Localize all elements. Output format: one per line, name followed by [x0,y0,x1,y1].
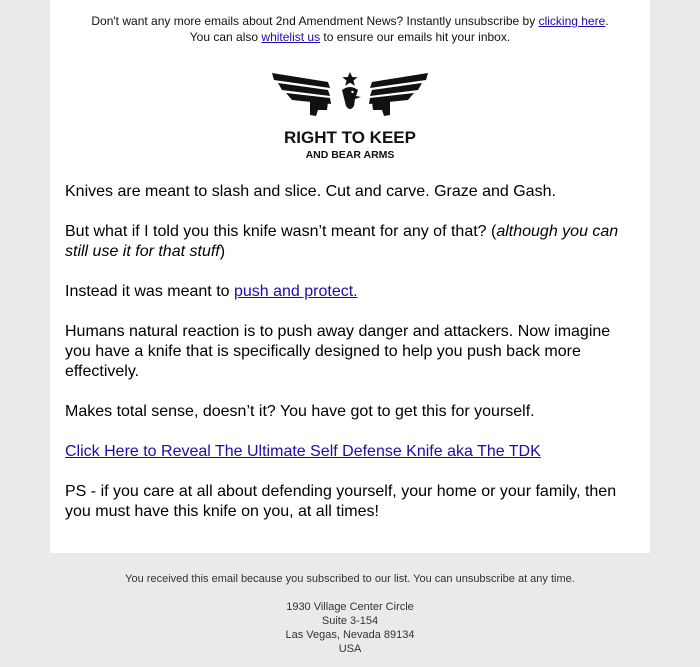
preheader-line-1: Don't want any more emails about 2nd Amendment News? Instantly unsubscribe by clicking here. [91,14,609,28]
push-and-protect-link[interactable]: push and protect. [233,283,358,300]
footer [0,572,700,656]
address-line-2: Suite 3-154 [321,615,379,627]
preheader-line-2: You can also whitelist us to ensure our emails hit your inbox. [189,30,511,44]
address-line-4: USA [338,643,362,655]
cta-link[interactable]: Click Here to Reveal The Ultimate Self Defense Knife aka The TDK [65,443,541,460]
footer-address [0,600,700,656]
paragraph-5: Makes total sense, doesn’t it? You have got to get this for yourself. [65,403,535,420]
brand-logo [270,66,430,162]
paragraph-4: Humans natural reaction is to push away danger and attackers. Now imagine you have a knife that is specifically designed to help you push back more effectively. [65,323,611,380]
address-line-3: Las Vegas, Nevada 89134 [285,629,415,641]
footer-notice: You received this email because you subscribed to our list. You can unsubscribe at any time. [125,573,575,585]
paragraph-2: But what if I told you this knife wasn’t meant for any of that? (although you can still use it for that stuff) [65,223,619,260]
whitelist-link[interactable]: whitelist us [261,30,321,44]
logo-line-2: AND BEAR ARMS [305,149,395,161]
address-line-1: 1930 Village Center Circle [286,601,414,613]
cta-paragraph [65,442,630,462]
star-icon [342,72,357,86]
paragraph-3: Instead it was meant to push and protect. [65,283,358,300]
paragraph-1: Knives are meant to slash and slice. Cut and carve. Graze and Gash. [65,183,556,200]
email-card [50,0,650,553]
preheader [50,0,650,45]
email-body [65,182,630,542]
eagle-wings-star-icon [270,66,430,162]
ps-paragraph: PS - if you care at all about defending yourself, your home or your family, then you must have this knife on you, at all times! [65,483,617,520]
logo-line-1: RIGHT TO KEEP [284,128,416,147]
unsubscribe-link[interactable]: clicking here [538,14,606,28]
